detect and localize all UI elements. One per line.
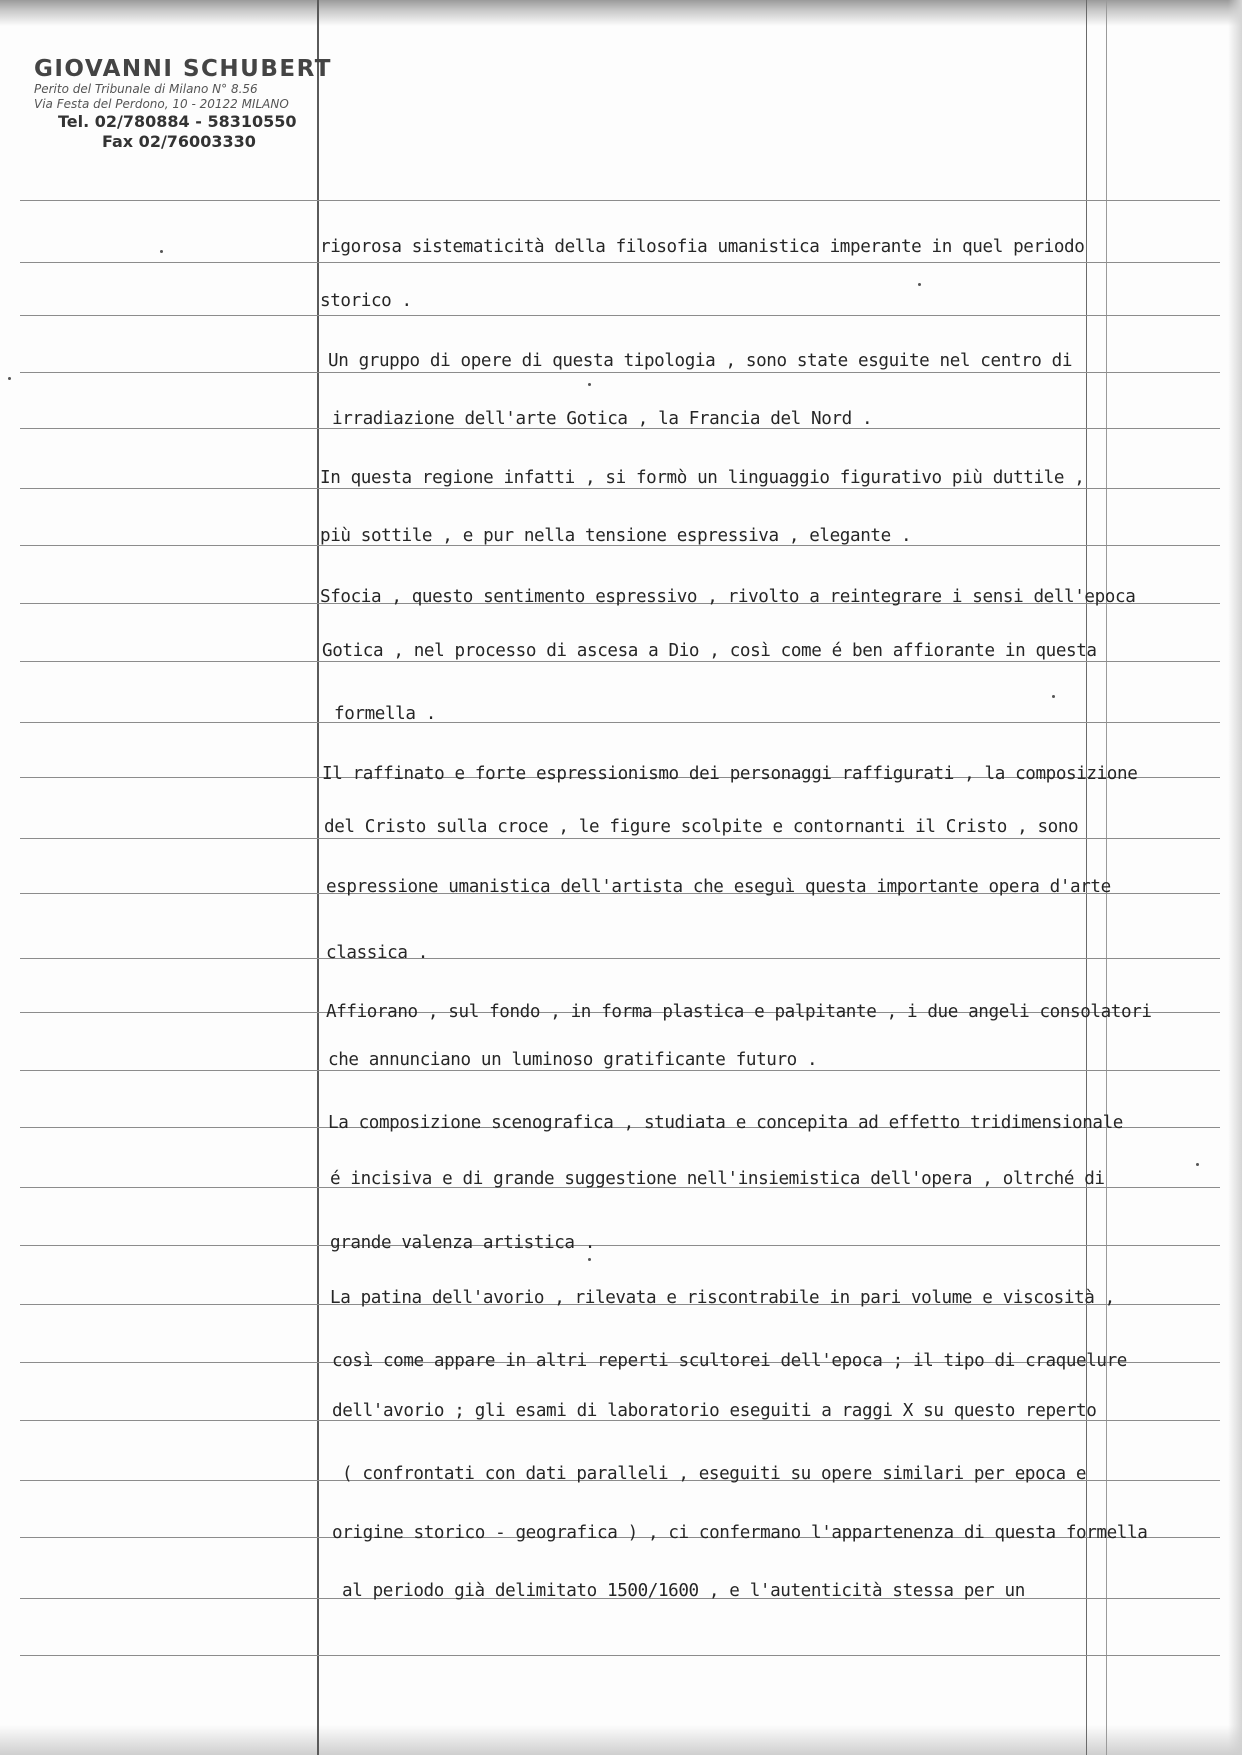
scan-right-shadow <box>1228 0 1242 1755</box>
text-line: Affiorano , sul fondo , in forma plastica e palpitante , i due angeli consolatori <box>326 1002 1152 1022</box>
scan-speck <box>588 383 591 386</box>
text-line: La composizione scenografica , studiata e concepita ad effetto tridimensionale <box>328 1113 1124 1133</box>
text-line: grande valenza artistica . <box>330 1233 596 1253</box>
left-margin-rule <box>317 0 319 1755</box>
ruled-line <box>20 722 1220 723</box>
text-line: é incisiva e di grande suggestione nell'insiemistica dell'opera , oltrché di <box>330 1169 1105 1189</box>
text-line: più sottile , e pur nella tensione espressiva , elegante . <box>320 526 912 546</box>
text-line: ( confrontati con dati paralleli , eseguiti su opere similari per epoca e <box>342 1464 1087 1484</box>
text-line: In questa regione infatti , si formò un linguaggio figurativo più duttile , <box>320 468 1085 488</box>
ruled-line <box>20 1245 1220 1246</box>
stamp-name: GIOVANNI SCHUBERT <box>34 56 332 82</box>
letterhead-stamp <box>34 56 334 152</box>
scan-speck <box>160 250 163 253</box>
text-line: così come appare in altri reperti scultorei dell'epoca ; il tipo di craquelure <box>332 1351 1128 1371</box>
text-line: origine storico - geografica ) , ci confermano l'appartenenza di questa formella <box>332 1523 1148 1543</box>
ruled-line <box>20 200 1220 201</box>
text-line: formella . <box>334 704 436 724</box>
text-line: espressione umanistica dell'artista che eseguì questa importante opera d'arte <box>326 877 1111 897</box>
scan-bottom-shadow <box>0 1725 1242 1755</box>
stamp-address: Via Festa del Perdono, 10 - 20122 MILANO <box>34 97 289 111</box>
text-line: Sfocia , questo sentimento espressivo , rivolto a reintegrare i sensi dell'epoca <box>320 587 1136 607</box>
scan-speck <box>918 283 921 286</box>
text-line: Il raffinato e forte espressionismo dei personaggi raffigurati , la composizione <box>322 764 1138 784</box>
ruled-line <box>20 315 1220 316</box>
scan-speck <box>1196 1163 1199 1166</box>
text-line: Un gruppo di opere di questa tipologia , sono state esguite nel centro di <box>328 351 1073 371</box>
scan-top-shadow <box>0 0 1242 26</box>
stamp-registration: Perito del Tribunale di Milano N° 8.56 <box>34 82 258 96</box>
text-line: storico . <box>320 291 412 311</box>
text-line: al periodo già delimitato 1500/1600 , e l'autenticità stessa per un <box>342 1581 1025 1601</box>
ruled-line <box>20 1655 1220 1656</box>
scan-speck <box>588 1258 591 1261</box>
text-line: La patina dell'avorio , rilevata e riscontrabile in pari volume e viscosità , <box>330 1288 1115 1308</box>
scan-speck <box>1052 695 1055 698</box>
text-line: del Cristo sulla croce , le figure scolpite e contornanti il Cristo , sono <box>324 817 1079 837</box>
text-line: irradiazione dell'arte Gotica , la Francia del Nord . <box>332 409 873 429</box>
text-line: Gotica , nel processo di ascesa a Dio , così come é ben affiorante in questa <box>322 641 1097 661</box>
stamp-telephone: Tel. 02/780884 - 58310550 <box>58 112 297 131</box>
scan-speck <box>8 377 11 380</box>
text-line: che annunciano un luminoso gratificante futuro . <box>328 1050 818 1070</box>
ruled-line <box>20 262 1220 263</box>
stamp-fax: Fax 02/76003330 <box>102 132 256 151</box>
ruled-line <box>20 838 1220 839</box>
text-line: classica . <box>326 943 428 963</box>
ruled-line <box>20 372 1220 373</box>
text-line: rigorosa sistematicità della filosofia umanistica imperante in quel periodo <box>320 237 1085 257</box>
ruled-line <box>20 958 1220 959</box>
text-line: dell'avorio ; gli esami di laboratorio eseguiti a raggi X su questo reperto <box>332 1401 1097 1421</box>
